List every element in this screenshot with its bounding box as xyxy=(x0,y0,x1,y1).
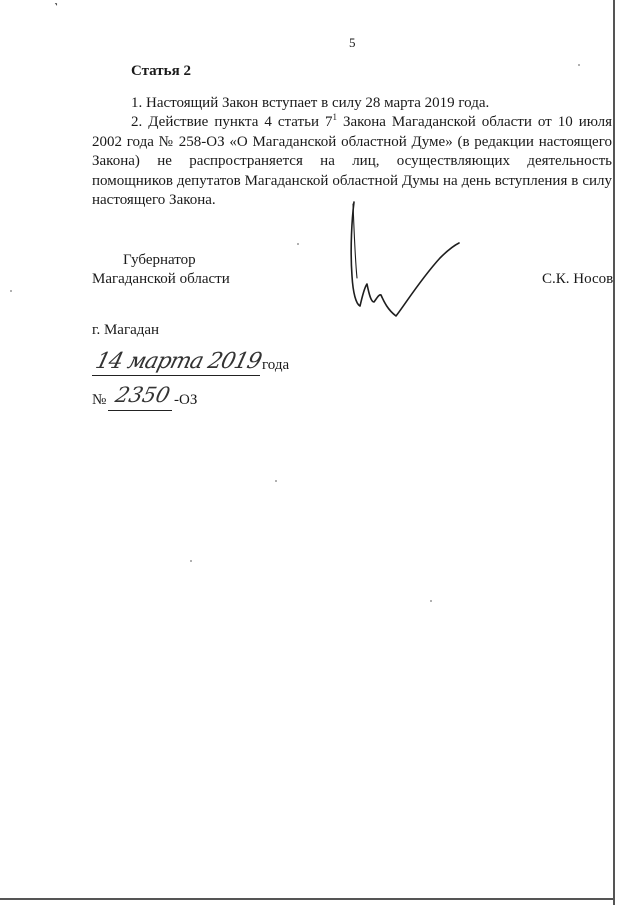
handwritten-date: 14 марта 2019 xyxy=(92,349,264,374)
article-paragraph-1: 1. Настоящий Закон вступает в силу 28 марта 2019 года. xyxy=(131,95,490,111)
article-paragraph-2 xyxy=(92,113,612,211)
place-of-signing: г. Магадан xyxy=(92,322,160,338)
date-suffix: года xyxy=(262,357,290,373)
scan-speck xyxy=(430,600,432,602)
scan-speck xyxy=(10,290,12,292)
governor-name: С.К. Носов xyxy=(542,271,614,287)
page-number: 5 xyxy=(349,35,356,50)
scan-edge-right xyxy=(613,0,615,905)
governor-title-line-1: Губернатор xyxy=(123,252,196,268)
law-number-suffix: -ОЗ xyxy=(174,392,198,408)
governor-title-line-2: Магаданской области xyxy=(92,271,230,287)
scan-speck xyxy=(297,243,299,245)
article-title: Статья 2 xyxy=(131,63,191,79)
handwritten-law-number: 2350 xyxy=(113,383,173,407)
corner-mark: ˺ xyxy=(54,0,58,14)
scan-speck xyxy=(275,480,277,482)
scan-speck xyxy=(578,64,580,66)
law-number-prefix: № xyxy=(92,392,107,408)
scan-speck xyxy=(190,560,192,562)
paragraph-2-superscript: 1 xyxy=(332,112,337,122)
paragraph-2-text-end: Закона Магаданской области от 10 июля 2002 года № 258-ОЗ «О Магаданской областной Думе» (в редакции настоящего Закона) не распространяется на лиц, осуществляющих деятельность помощников депутатов Магаданской областной Думы на день вступления в силу настоящего Закона. xyxy=(92,114,612,208)
governor-signature xyxy=(340,198,470,328)
paragraph-2-text-start: 2. Действие пункта 4 статьи 7 xyxy=(131,114,333,130)
scan-edge-bottom xyxy=(0,898,615,900)
